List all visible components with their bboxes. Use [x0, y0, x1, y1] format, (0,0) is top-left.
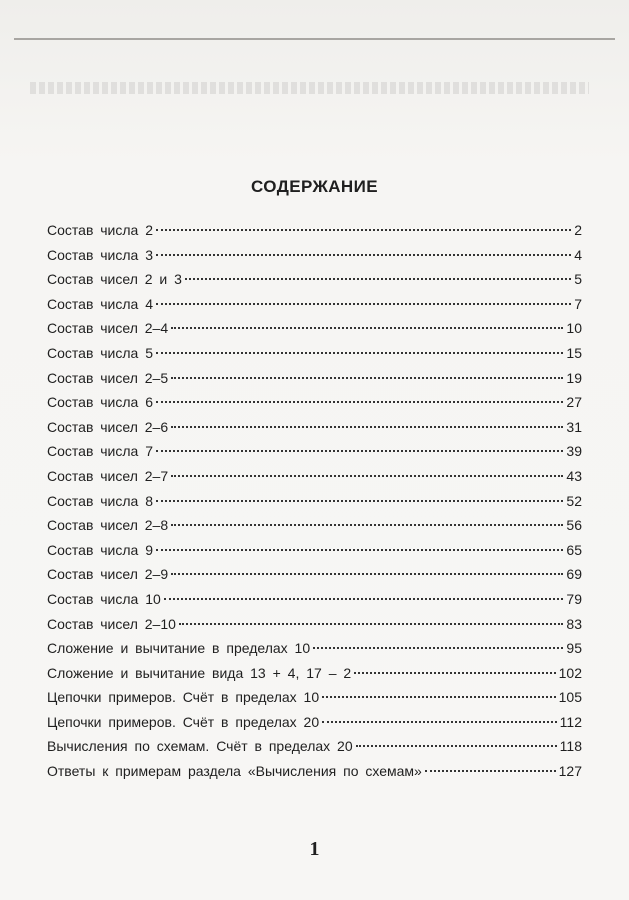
dot-leader	[171, 524, 563, 526]
toc-entry	[47, 464, 582, 489]
toc-entry-label: Состав чисел 2–7	[47, 467, 169, 484]
toc-entry-page: 5	[574, 271, 582, 288]
toc-entry	[47, 292, 582, 317]
dot-leader	[156, 450, 563, 452]
bleed-through-text	[30, 82, 589, 94]
toc-entry	[47, 636, 582, 661]
toc-entry-page: 118	[559, 738, 582, 755]
toc-entry	[47, 538, 582, 563]
dot-leader	[156, 352, 563, 354]
toc-entry-page: 79	[566, 590, 582, 607]
dot-leader	[313, 647, 563, 649]
toc-entry-label: Состав чисел 2–5	[47, 369, 169, 386]
page-number: 1	[309, 838, 320, 860]
toc-entry-label: Цепочки примеров. Счёт в пределах 10	[47, 689, 320, 706]
toc-entry-page: 69	[566, 566, 582, 583]
dot-leader	[171, 327, 563, 329]
dot-leader	[156, 254, 571, 256]
toc-entry-label: Состав чисел 2–9	[47, 566, 169, 583]
toc-entry-label: Состав числа 7	[47, 443, 154, 460]
toc-entry-page: 10	[566, 320, 582, 337]
toc-entry-label: Состав числа 10	[47, 590, 161, 607]
toc-entry-page: 56	[566, 517, 582, 534]
toc-entry-page: 127	[558, 763, 582, 780]
page-title: СОДЕРЖАНИЕ	[251, 177, 378, 196]
toc-entry-label: Состав числа 3	[47, 246, 154, 263]
toc-entry-page: 31	[566, 418, 582, 435]
toc-entry-label: Сложение и вычитание в пределах 10	[47, 640, 311, 657]
toc-entry	[47, 612, 582, 637]
toc-entry-label: Цепочки примеров. Счёт в пределах 20	[47, 713, 320, 730]
toc-entry-label: Ответы к примерам раздела «Вычисления по схемам»	[47, 763, 422, 780]
toc-entry-page: 65	[566, 541, 582, 558]
toc-entry-label: Состав числа 8	[47, 492, 154, 509]
toc-entry	[47, 710, 582, 735]
dot-leader	[354, 672, 555, 674]
header-rule	[14, 38, 615, 40]
toc-entry-page: 52	[566, 492, 582, 509]
toc-entry-label: Состав чисел 2–6	[47, 418, 169, 435]
toc-entry	[47, 489, 582, 514]
dot-leader	[156, 303, 571, 305]
toc-entry-label: Состав числа 9	[47, 541, 154, 558]
toc-entry-label: Состав чисел 2–8	[47, 517, 169, 534]
dot-leader	[156, 549, 563, 551]
dot-leader	[156, 401, 563, 403]
toc-entry	[47, 562, 582, 587]
toc-entry	[47, 415, 582, 440]
toc-entry-page: 43	[566, 467, 582, 484]
toc-entry-page: 2	[574, 222, 582, 238]
dot-leader	[156, 500, 563, 502]
toc-entry	[47, 390, 582, 415]
dot-leader	[171, 573, 563, 575]
dot-leader	[322, 696, 556, 698]
toc-entry	[47, 734, 582, 759]
toc-entry-label: Сложение и вычитание вида 13 + 4, 17 – 2	[47, 664, 352, 681]
dot-leader	[171, 377, 563, 379]
toc-entry	[47, 218, 582, 243]
dot-leader	[171, 426, 563, 428]
toc-entry-label: Состав чисел 2 и 3	[47, 271, 182, 288]
toc-entry	[47, 661, 582, 686]
toc-entry-page: 102	[558, 664, 582, 681]
dot-leader	[156, 229, 571, 231]
toc-entry-page: 15	[566, 344, 582, 361]
toc-entry	[47, 267, 582, 292]
toc-entry-label: Состав числа 4	[47, 295, 154, 312]
toc-entry-page: 105	[558, 689, 582, 706]
dot-leader	[322, 721, 557, 723]
toc-entry-page: 4	[574, 246, 582, 263]
toc-entry-page: 19	[566, 369, 582, 386]
dot-leader	[185, 278, 571, 280]
toc-entry-page: 39	[566, 443, 582, 460]
toc-entry	[47, 759, 582, 784]
dot-leader	[164, 598, 564, 600]
toc-entry-label: Состав чисел 2–4	[47, 320, 169, 337]
toc-entry-label: Состав числа 2	[47, 222, 154, 238]
toc-entry-page: 27	[566, 394, 582, 411]
toc-entry-page: 7	[574, 295, 582, 312]
toc-entry	[47, 513, 582, 538]
toc-entry	[47, 366, 582, 391]
toc-entry	[47, 587, 582, 612]
toc-entry	[47, 439, 582, 464]
dot-leader	[356, 745, 557, 747]
toc-entry-label: Вычисления по схемам. Счёт в пределах 20	[47, 738, 353, 755]
toc-entry-label: Состав числа 6	[47, 394, 154, 411]
toc-entry	[47, 316, 582, 341]
toc-entry	[47, 341, 582, 366]
toc-entry-page: 112	[559, 713, 582, 730]
toc-entry-page: 83	[566, 615, 582, 632]
toc-entry-page: 95	[566, 640, 582, 657]
toc-entry	[47, 243, 582, 268]
table-of-contents	[47, 218, 582, 784]
toc-entry	[47, 685, 582, 710]
dot-leader	[179, 623, 564, 625]
dot-leader	[425, 770, 556, 772]
toc-entry-label: Состав чисел 2–10	[47, 615, 176, 632]
dot-leader	[171, 475, 563, 477]
toc-entry-label: Состав числа 5	[47, 344, 154, 361]
